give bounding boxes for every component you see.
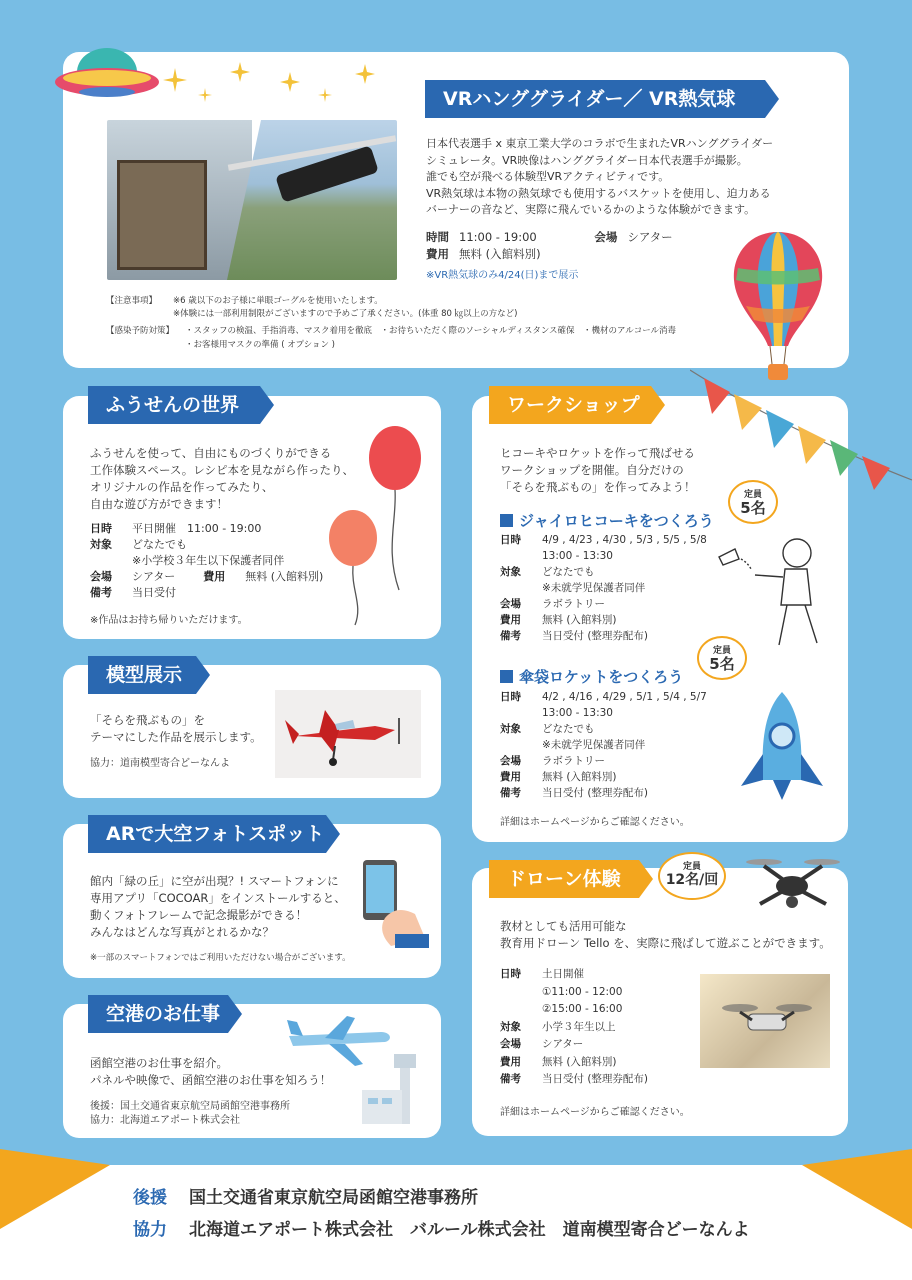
airport-title: 空港のお仕事 [88, 995, 228, 1033]
target-label: 対象 [90, 538, 112, 551]
date-label: 日時 [500, 691, 521, 703]
balloon-desc-line: ふうせんを使って、自由にものづくりができる [90, 446, 332, 460]
caution-line: ※体験には一部利用制限がございますので予めご了承ください。(体重 80 ㎏以上の方など) [173, 309, 518, 319]
drone-title: ドローン体験 [489, 860, 639, 898]
remark-value: 当日受付 [132, 586, 176, 599]
target-label: 対象 [500, 566, 521, 578]
rocket-capacity-badge [697, 636, 747, 680]
ribbon-right-icon [802, 1149, 912, 1229]
smartphone-icon [345, 858, 431, 948]
capacity-value: 5名 [709, 655, 735, 673]
date-label: 日時 [500, 968, 521, 980]
capacity-label: 定員 [743, 490, 762, 500]
control-tower-icon [358, 1050, 428, 1125]
footer-support-value: 国土交通省東京航空局函館空港事務所 [189, 1188, 478, 1208]
vr-desc-line: 日本代表選手 x 東京工業大学のコラボで生まれたVRハンググライダー [426, 137, 774, 150]
venue-label: 会場 [500, 755, 521, 767]
rocket-title [500, 666, 683, 687]
target-note: ※小学校３年生以下保護者同伴 [132, 554, 285, 567]
venue-value: シアター [627, 230, 673, 244]
balloon-title: ふうせんの世界 [88, 386, 260, 424]
fee-value: 無料 (入館料別) [542, 1055, 617, 1068]
balloon-note: ※作品はお持ち帰りいただけます。 [90, 615, 248, 626]
footer-coop [133, 1215, 750, 1240]
target-value: どなたでも [542, 723, 595, 735]
target-note: ※未就学児保護者同伴 [542, 739, 646, 751]
model-description [90, 712, 262, 746]
balloon-info [90, 521, 323, 601]
workshop-desc-line: ヒコーキやロケットを作って飛ばせる [500, 446, 695, 460]
hot-air-balloon-icon [728, 228, 828, 388]
ar-desc-line: みんなはどんな写真がとれるかな？ [90, 925, 274, 939]
date-value: 4/2 , 4/16 , 4/29 , 5/1 , 5/4 , 5/7 [542, 691, 707, 703]
balloons-icon [325, 420, 435, 630]
bunting-icon [690, 368, 912, 498]
time-value: 13:00 - 13:30 [542, 550, 613, 562]
rocket-title-text: 傘袋ロケットをつくろう [519, 668, 684, 686]
target-label: 対象 [500, 723, 521, 735]
fee-value: 無料 (入館料別) [245, 570, 324, 583]
remark-label: 備考 [500, 630, 521, 642]
workshop-desc-line: ワークショップを開催。自分だけの [500, 463, 684, 477]
vr-description [426, 136, 773, 219]
child-throwing-icon [705, 535, 835, 650]
ar-note: ※一部のスマートフォンではご利用いただけない場合がございます。 [90, 953, 351, 963]
venue-value: シアター [542, 1038, 584, 1050]
footer-support [133, 1183, 478, 1208]
footer-coop-label: 協力 [133, 1220, 167, 1240]
caution-line: ※6 歳以下のお子様に単眼ゴーグルを使用いたします。 [173, 296, 383, 306]
capacity-label: 定員 [682, 862, 701, 872]
target-value: どなたでも [132, 538, 187, 551]
venue-value: シアター [132, 570, 176, 583]
vr-desc-line: VR熱気球は本物の熱気球でも使用するバスケットを使用し、迫力ある [426, 186, 771, 200]
gyro-capacity-badge [728, 480, 778, 524]
date-label: 日時 [500, 534, 521, 546]
ar-description [90, 873, 346, 941]
fee-label: 費用 [500, 614, 521, 626]
remark-value: 当日受付 (整理券配布) [542, 787, 649, 799]
slot-value: ①11:00 - 12:00 [542, 985, 623, 998]
drone-info [500, 966, 648, 1089]
model-coop: 協力：道南模型寄合どーなんよ [90, 758, 230, 769]
remark-value: 当日受付 (整理券配布) [542, 1073, 649, 1085]
caution-label: 【注意事項】 [106, 296, 158, 306]
model-plane-photo [275, 690, 421, 778]
remark-value: 当日受付 (整理券配布) [542, 630, 649, 642]
slot-value: ②15:00 - 16:00 [542, 1003, 623, 1015]
model-title: 模型展示 [88, 656, 196, 694]
drone-note: 詳細はホームページからご確認ください。 [500, 1107, 690, 1118]
remark-label: 備考 [500, 1073, 521, 1085]
venue-label: 会場 [594, 230, 618, 244]
ar-desc-line: 館内「緑の丘」に空が出現？! スマートフォンに [90, 874, 339, 888]
gyro-title [500, 510, 714, 531]
time-value: 13:00 - 13:30 [542, 707, 613, 719]
target-value: どなたでも [542, 566, 595, 578]
vr-note: ※VR熱気球のみ4/24(日)まで展示 [426, 270, 579, 281]
airport-desc-line: パネルや映像で、函館空港のお仕事を知ろう！ [90, 1073, 332, 1087]
balloon-desc-line: オリジナルの作品を作ってみたり、 [90, 480, 274, 494]
drone-photo [700, 974, 830, 1068]
venue-label: 会場 [500, 598, 521, 610]
drone-desc-line: 教育用ドローン Tello を、実際に飛ばして遊ぶことができます。 [500, 936, 831, 950]
infection-line: ・お客様用マスクの準備 ( オプション ) [185, 340, 335, 350]
airport-desc-line: 函館空港のお仕事を紹介。 [90, 1056, 228, 1070]
fee-value: 無料 (入館料別) [459, 247, 541, 261]
rocket-info [500, 689, 707, 801]
drone-description [500, 918, 831, 952]
venue-label: 会場 [500, 1038, 521, 1050]
workshop-note: 詳細はホームページからご確認ください。 [500, 817, 690, 828]
vr-photo [107, 120, 397, 280]
fee-value: 無料 (入館料別) [542, 771, 617, 783]
drone-icon [742, 852, 842, 922]
fee-label: 費用 [500, 771, 521, 783]
workshop-desc-line: 「そらを飛ぶもの」を作ってみよう！ [500, 480, 696, 494]
vr-desc-line: バーナーの音など、実際に飛んでいるかのような体験ができます。 [426, 203, 756, 216]
infection-line: ・スタッフの検温、手指消毒、マスク着用を徹底 ・お待ちいただく際のソーシャルディスタンス確保 ・機材のアルコール消毒 [185, 326, 677, 336]
vr-fee-row [426, 246, 541, 263]
date-label: 日時 [90, 522, 112, 535]
capacity-value: 5名 [740, 499, 766, 517]
date-value: 平日開催 11:00 - 19:00 [132, 522, 262, 535]
venue-value: ラボラトリー [542, 598, 605, 610]
time-value: 11:00 - 19:00 [459, 230, 537, 244]
fee-label: 費用 [426, 247, 449, 261]
infection-label: 【感染予防対策】 [106, 326, 175, 336]
remark-label: 備考 [500, 787, 521, 799]
vr-time-row [426, 229, 673, 246]
balloon-desc-line: 自由な遊び方ができます！ [90, 497, 228, 511]
target-note: ※未就学児保護者同伴 [542, 582, 646, 594]
balloon-description [90, 445, 354, 513]
ar-desc-line: 動くフォトフレームで記念撮影ができる！ [90, 908, 308, 922]
airport-coop: 協力：北海道エアポート株式会社 [90, 1115, 240, 1126]
drone-capacity-badge [658, 852, 726, 900]
gyro-info [500, 532, 707, 644]
capacity-label: 定員 [712, 646, 731, 656]
ufo-icon [55, 36, 165, 106]
vr-desc-line: シミュレータ。VR映像はハンググライダー日本代表選手が撮影。 [426, 153, 748, 167]
date-value: 4/9 , 4/23 , 4/30 , 5/3 , 5/5 , 5/8 [542, 534, 707, 546]
venue-value: ラボラトリー [542, 755, 605, 767]
model-desc-line: テーマにした作品を展示します。 [90, 730, 262, 744]
workshop-description [500, 445, 696, 496]
target-value: 小学３年生以上 [542, 1020, 616, 1033]
fee-value: 無料 (入館料別) [542, 614, 617, 626]
workshop-title: ワークショップ [489, 386, 651, 424]
venue-label: 会場 [90, 570, 112, 583]
remark-label: 備考 [90, 586, 112, 599]
ar-title: ARで大空フォトスポット [88, 815, 326, 853]
model-desc-line: 「そらを飛ぶもの」を [90, 713, 205, 727]
drone-desc-line: 教材としても活用可能な [500, 919, 627, 933]
fee-label: 費用 [500, 1055, 521, 1068]
rocket-icon [735, 690, 830, 805]
fee-label: 費用 [203, 570, 226, 583]
vr-desc-line: 誰でも空が飛べる体験型VRアクティビティです。 [426, 170, 670, 183]
gyro-title-text: ジャイロヒコーキをつくろう [519, 512, 714, 530]
footer [0, 1165, 912, 1280]
airport-support: 後援：国土交通省東京航空局函館空港事務所 [90, 1101, 290, 1112]
balloon-desc-line: 工作体験スペース。レシピ本を見ながら作ったり、 [90, 463, 354, 477]
ar-desc-line: 専用アプリ「COCOAR」をインストールすると、 [90, 891, 346, 905]
footer-support-label: 後援 [133, 1188, 167, 1208]
capacity-value: 12名/回 [665, 872, 719, 888]
date-value: 土日開催 [542, 968, 584, 980]
footer-coop-value: 北海道エアポート株式会社 バルール株式会社 道南模型寄合どーなんよ [189, 1220, 750, 1240]
vr-title: VRハンググライダー／ VR熱気球 [425, 80, 765, 118]
target-label: 対象 [500, 1020, 521, 1033]
time-label: 時間 [426, 230, 449, 244]
ribbon-left-icon [0, 1149, 110, 1229]
sparkle-icon [160, 58, 400, 114]
